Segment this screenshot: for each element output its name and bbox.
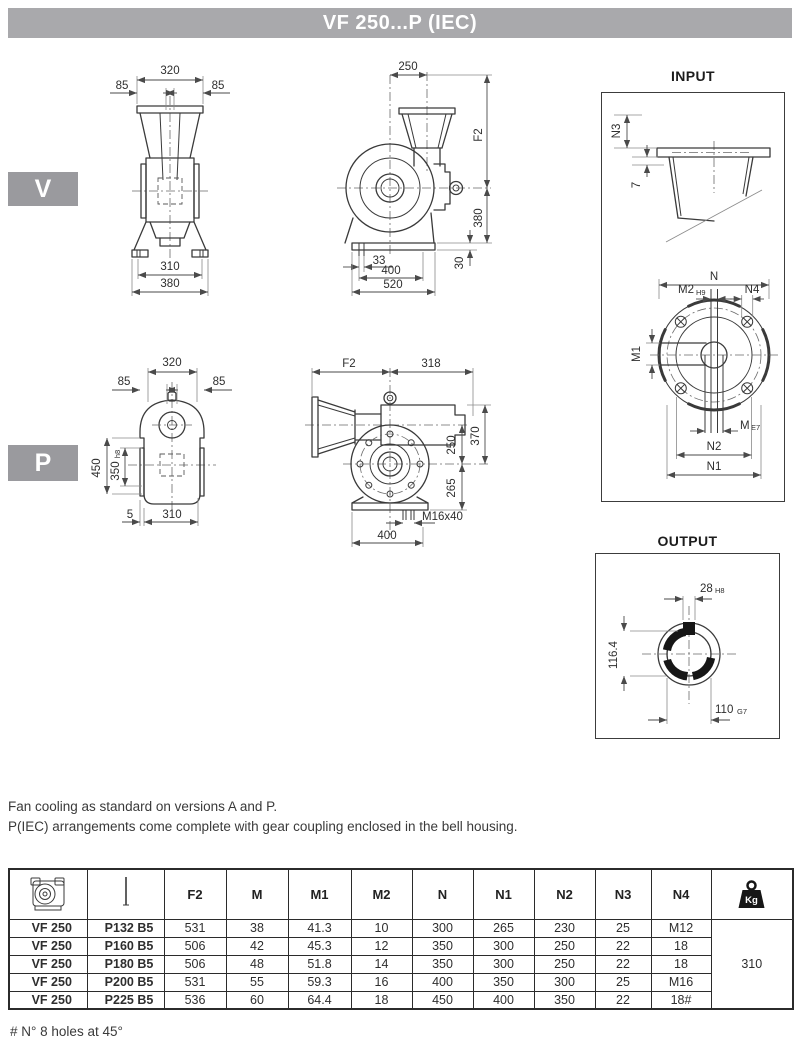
svg-text:Kg: Kg: [745, 894, 759, 906]
dim-label: 350: [110, 461, 122, 481]
dim-tolerance: E7: [751, 423, 761, 432]
dim-label: 33: [372, 255, 386, 267]
note-line-1: Fan cooling as standard on versions A and P.: [8, 799, 278, 814]
dim-label: 380: [473, 208, 485, 228]
v-side-outline: [337, 72, 491, 256]
dim-tolerance: H9: [696, 288, 706, 297]
dim-label: 310: [162, 509, 182, 521]
dim-label: 5: [126, 509, 134, 521]
col-N4: N4: [651, 869, 711, 919]
col-N1: N1: [473, 869, 534, 919]
dim-label: N: [709, 271, 719, 283]
dim-label: 28: [700, 583, 713, 595]
page-title-text: VF 250...P (IEC): [322, 11, 478, 34]
output-section-title: OUTPUT: [657, 533, 718, 549]
dim-label: N1: [706, 461, 722, 473]
dim-label: 250: [446, 435, 458, 455]
v-front-drawing: [80, 60, 280, 308]
version-v-label: V: [34, 174, 52, 203]
version-p-badge: [8, 445, 78, 481]
p-front-dimensions: [91, 357, 232, 526]
dim-label: 310: [160, 261, 180, 273]
p-side-outline: [305, 368, 491, 537]
table-row: VF 250 P180 B5 506 48 51.8 14 350 300 250 22 18: [9, 955, 793, 973]
dim-label: 7: [631, 181, 643, 189]
table-row: VF 250 P132 B5 531 38 41.3 10 300 265 230 25 M12 310: [9, 919, 793, 937]
dim-label: N2: [706, 441, 722, 453]
p-side-drawing: [285, 352, 575, 552]
dim-label: F2: [342, 358, 356, 370]
dim-label: 400: [381, 265, 401, 277]
table-header-row: [9, 869, 793, 919]
notes: [8, 797, 648, 838]
dim-label: 116.4: [608, 641, 620, 669]
output-shaft-view: [608, 583, 747, 724]
input-drawing: [602, 93, 783, 500]
version-p-label: P: [34, 448, 52, 477]
dim-label: N3: [611, 123, 623, 139]
dim-label: N4: [744, 284, 760, 296]
col-N2: N2: [534, 869, 595, 919]
dim-label: 450: [91, 458, 103, 478]
col-N: N: [412, 869, 473, 919]
table-row: VF 250 P225 B5 536 60 64.4 18 450 400 350 22 18#: [9, 991, 793, 1009]
footnote: # N° 8 holes at 45°: [10, 1024, 123, 1039]
version-v-badge: [8, 172, 78, 206]
dim-label: 265: [446, 478, 458, 498]
table-row: VF 250 P160 B5 506 42 45.3 12 350 300 250 22 18: [9, 937, 793, 955]
dim-label: 85: [211, 80, 225, 92]
col-M: M: [226, 869, 288, 919]
page-title: [8, 8, 792, 38]
dim-label: M2: [678, 284, 694, 296]
dim-tolerance: h8: [113, 449, 122, 459]
dim-label: 320: [162, 357, 182, 369]
col-F2: F2: [164, 869, 226, 919]
dim-label: 370: [470, 426, 482, 446]
col-M2: M2: [351, 869, 412, 919]
col-M1: M1: [288, 869, 351, 919]
output-drawing: [596, 554, 778, 737]
dim-label: 400: [377, 530, 397, 542]
dim-label: 318: [421, 358, 441, 370]
p-side-dimensions: [312, 358, 491, 547]
dim-label: 30: [454, 256, 466, 270]
table-row: VF 250 P200 B5 531 55 59.3 16 400 350 300 25 M16: [9, 973, 793, 991]
dim-label: 380: [160, 278, 180, 290]
input-section-view: [611, 115, 770, 242]
output-panel: [595, 553, 780, 739]
v-side-drawing: [285, 60, 575, 315]
weight-value: 310: [711, 919, 793, 1009]
dim-label: 85: [117, 376, 131, 388]
dim-label: 85: [212, 376, 226, 388]
v-side-dimensions: [343, 61, 492, 296]
input-panel: [601, 92, 785, 502]
note-line-2: P(IEC) arrangements come complete with gear coupling enclosed in the bell housing.: [8, 819, 518, 835]
gearbox-icon: [9, 869, 87, 919]
col-N3: N3: [595, 869, 651, 919]
p-front-drawing: [80, 352, 280, 552]
dim-label: 110: [715, 704, 734, 716]
dim-label: 250: [398, 61, 418, 73]
v-front-outline: [132, 96, 208, 265]
motor-shaft-icon: [87, 869, 164, 919]
p-front-outline: [128, 382, 216, 517]
dim-label: M: [740, 420, 750, 432]
dim-tolerance: G7: [737, 707, 748, 716]
dim-label: 520: [383, 279, 403, 291]
dim-label: M1: [631, 346, 643, 362]
dim-tolerance: H8: [715, 586, 725, 595]
dim-label: M16x40: [422, 511, 463, 523]
dim-label: 320: [160, 65, 180, 77]
input-flange-view: [631, 271, 778, 479]
input-section-title: INPUT: [671, 68, 715, 84]
dimensions-table: [8, 868, 794, 1010]
dim-label: 85: [115, 80, 129, 92]
weight-kg-icon: [711, 869, 793, 919]
dim-label: F2: [473, 128, 485, 142]
